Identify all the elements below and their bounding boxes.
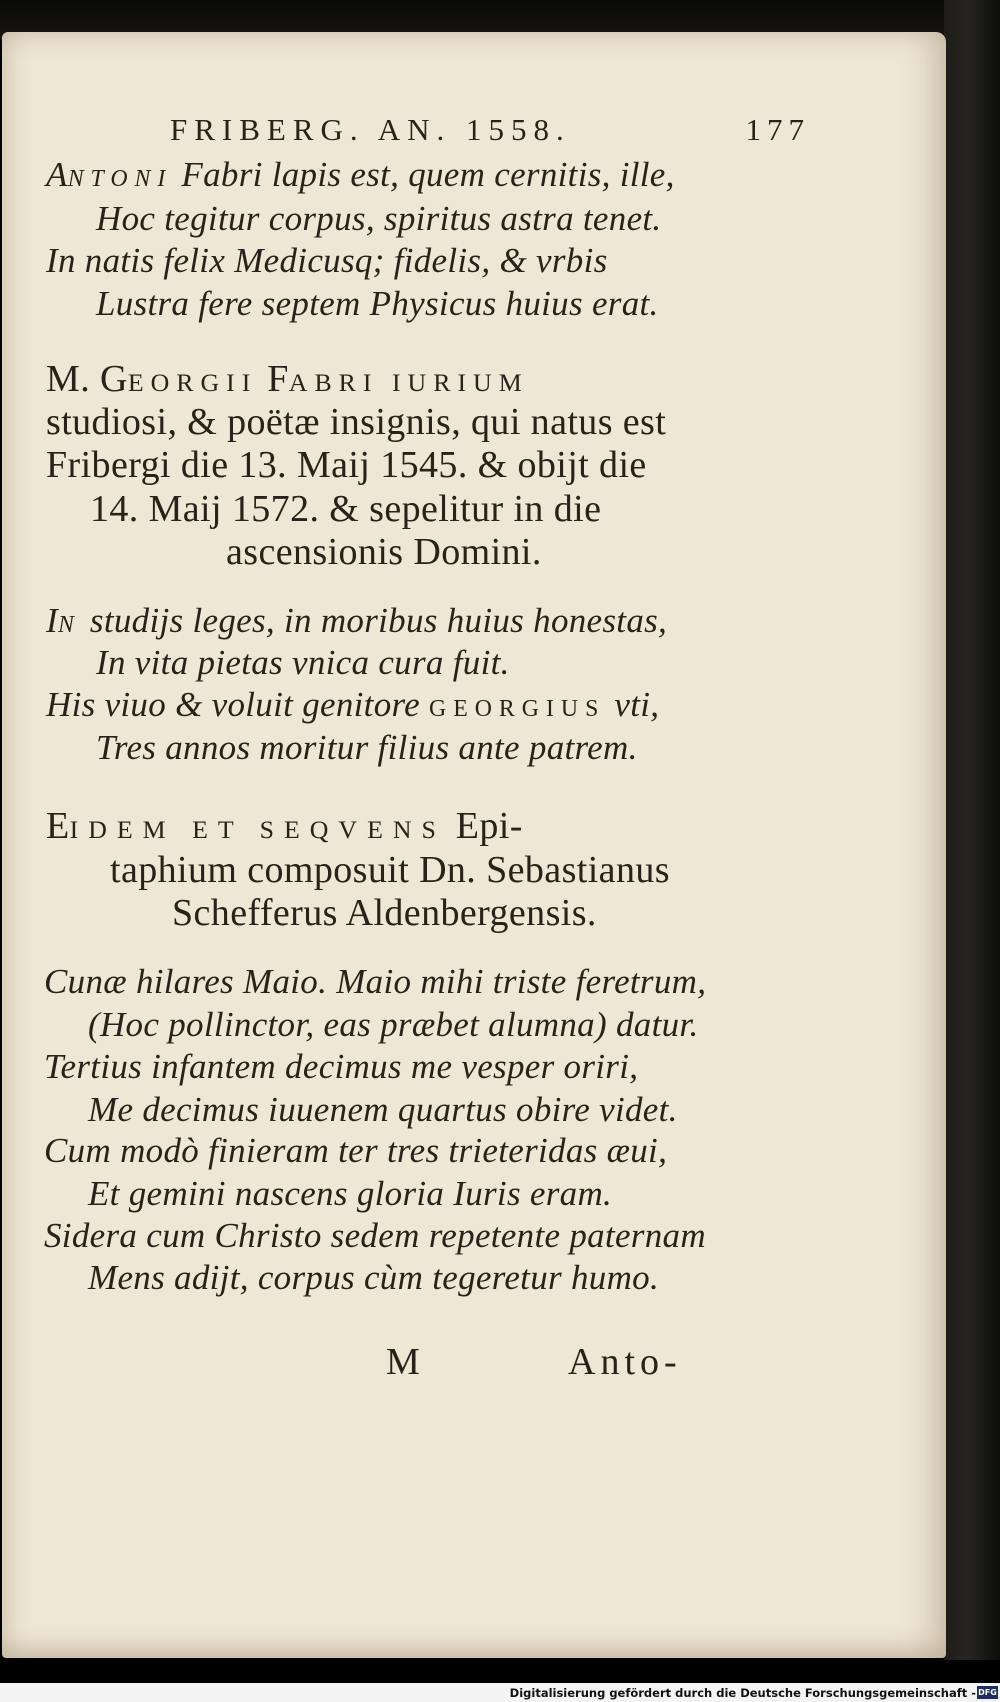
heading2-line3: Schefferus Aldenbergensis. bbox=[172, 892, 597, 934]
epitaph1-line3: In natis felix Medicusq; fidelis, & vrbis bbox=[46, 241, 608, 280]
epitaph2-line3-a: His viuo & voluit genitore bbox=[46, 685, 420, 724]
running-head bbox=[170, 112, 810, 156]
epitaph3-line4: Me decimus iuuenem quartus obire videt. bbox=[88, 1090, 678, 1129]
epitaph2-line1 bbox=[46, 601, 667, 641]
epitaph2-line2: In vita pietas vnica cura fuit. bbox=[96, 643, 510, 682]
signature-mark: M bbox=[386, 1341, 421, 1383]
page-number: 177 bbox=[745, 112, 810, 147]
epitaph2-line1-text: studijs leges, in moribus huius honestas, bbox=[89, 601, 668, 640]
epitaph1-line1 bbox=[46, 155, 675, 195]
epitaph2-line4: Tres annos moritur filius ante patrem. bbox=[96, 728, 638, 767]
heading2-line1-b: IDEM ET SEQVENS bbox=[69, 815, 446, 844]
epitaph3-line5: Cum modò finieram ter tres trieteridas æui, bbox=[44, 1131, 668, 1170]
small-caps-name: NTONI bbox=[67, 166, 173, 192]
heading2-line1 bbox=[46, 804, 523, 848]
book-binding-edge bbox=[944, 0, 1000, 1660]
running-head-title: FRIBERG. AN. 1558. bbox=[170, 112, 571, 147]
heading1-line1-c: F bbox=[257, 358, 289, 400]
footer-credit: Digitalisierung gefördert durch die Deutsche Forschungsgemeinschaft - bbox=[509, 1686, 976, 1700]
epitaph3-line8: Mens adijt, corpus cùm tegeretur humo. bbox=[88, 1258, 659, 1297]
epitaph3-line2: (Hoc pollinctor, eas præbet alumna) datur. bbox=[88, 1005, 699, 1044]
heading1-line1-d: ABRI IURIUM bbox=[288, 368, 529, 397]
epitaph2-line3-name: GEORGIUS bbox=[429, 696, 606, 722]
heading1-line4: 14. Maij 1572. & sepelitur in die bbox=[90, 488, 602, 530]
epitaph3-line6: Et gemini nascens gloria Iuris eram. bbox=[88, 1174, 613, 1213]
initial-letter: I bbox=[46, 601, 58, 640]
heading1-line3: Fribergi die 13. Maij 1545. & obijt die bbox=[46, 444, 647, 486]
heading1-line1 bbox=[46, 357, 529, 401]
epitaph1-line2: Hoc tegitur corpus, spiritus astra tenet. bbox=[96, 199, 662, 238]
initial-letter: A bbox=[46, 155, 68, 194]
epitaph2-line3 bbox=[46, 685, 659, 725]
heading2-line1-c: Epi- bbox=[445, 805, 523, 847]
heading1-line2: studiosi, & poëtæ insignis, qui natus est bbox=[46, 401, 667, 443]
heading1-line1-b: EORGII bbox=[127, 368, 258, 397]
small-caps-word: N bbox=[57, 612, 81, 638]
heading1-line1-a: M. G bbox=[46, 358, 128, 400]
dfg-logo: DFG bbox=[978, 1688, 997, 1697]
epitaph2-line3-c: vti, bbox=[614, 685, 660, 724]
epitaph3-line7: Sidera cum Christo sedem repetente paternam bbox=[44, 1216, 706, 1255]
epitaph3-line3: Tertius infantem decimus me vesper oriri, bbox=[44, 1047, 639, 1086]
heading1-line5: ascensionis Domini. bbox=[226, 531, 542, 573]
heading2-line1-a: E bbox=[46, 805, 70, 847]
epitaph3-line1: Cunæ hilares Maio. Maio mihi triste feretrum, bbox=[44, 962, 707, 1001]
heading2-line2: taphium composuit Dn. Sebastianus bbox=[110, 849, 670, 891]
catchword: Anto- bbox=[568, 1341, 682, 1383]
epitaph1-line1-text: Fabri lapis est, quem cernitis, ille, bbox=[181, 155, 675, 194]
epitaph1-line4: Lustra fere septem Physicus huius erat. bbox=[96, 284, 659, 323]
